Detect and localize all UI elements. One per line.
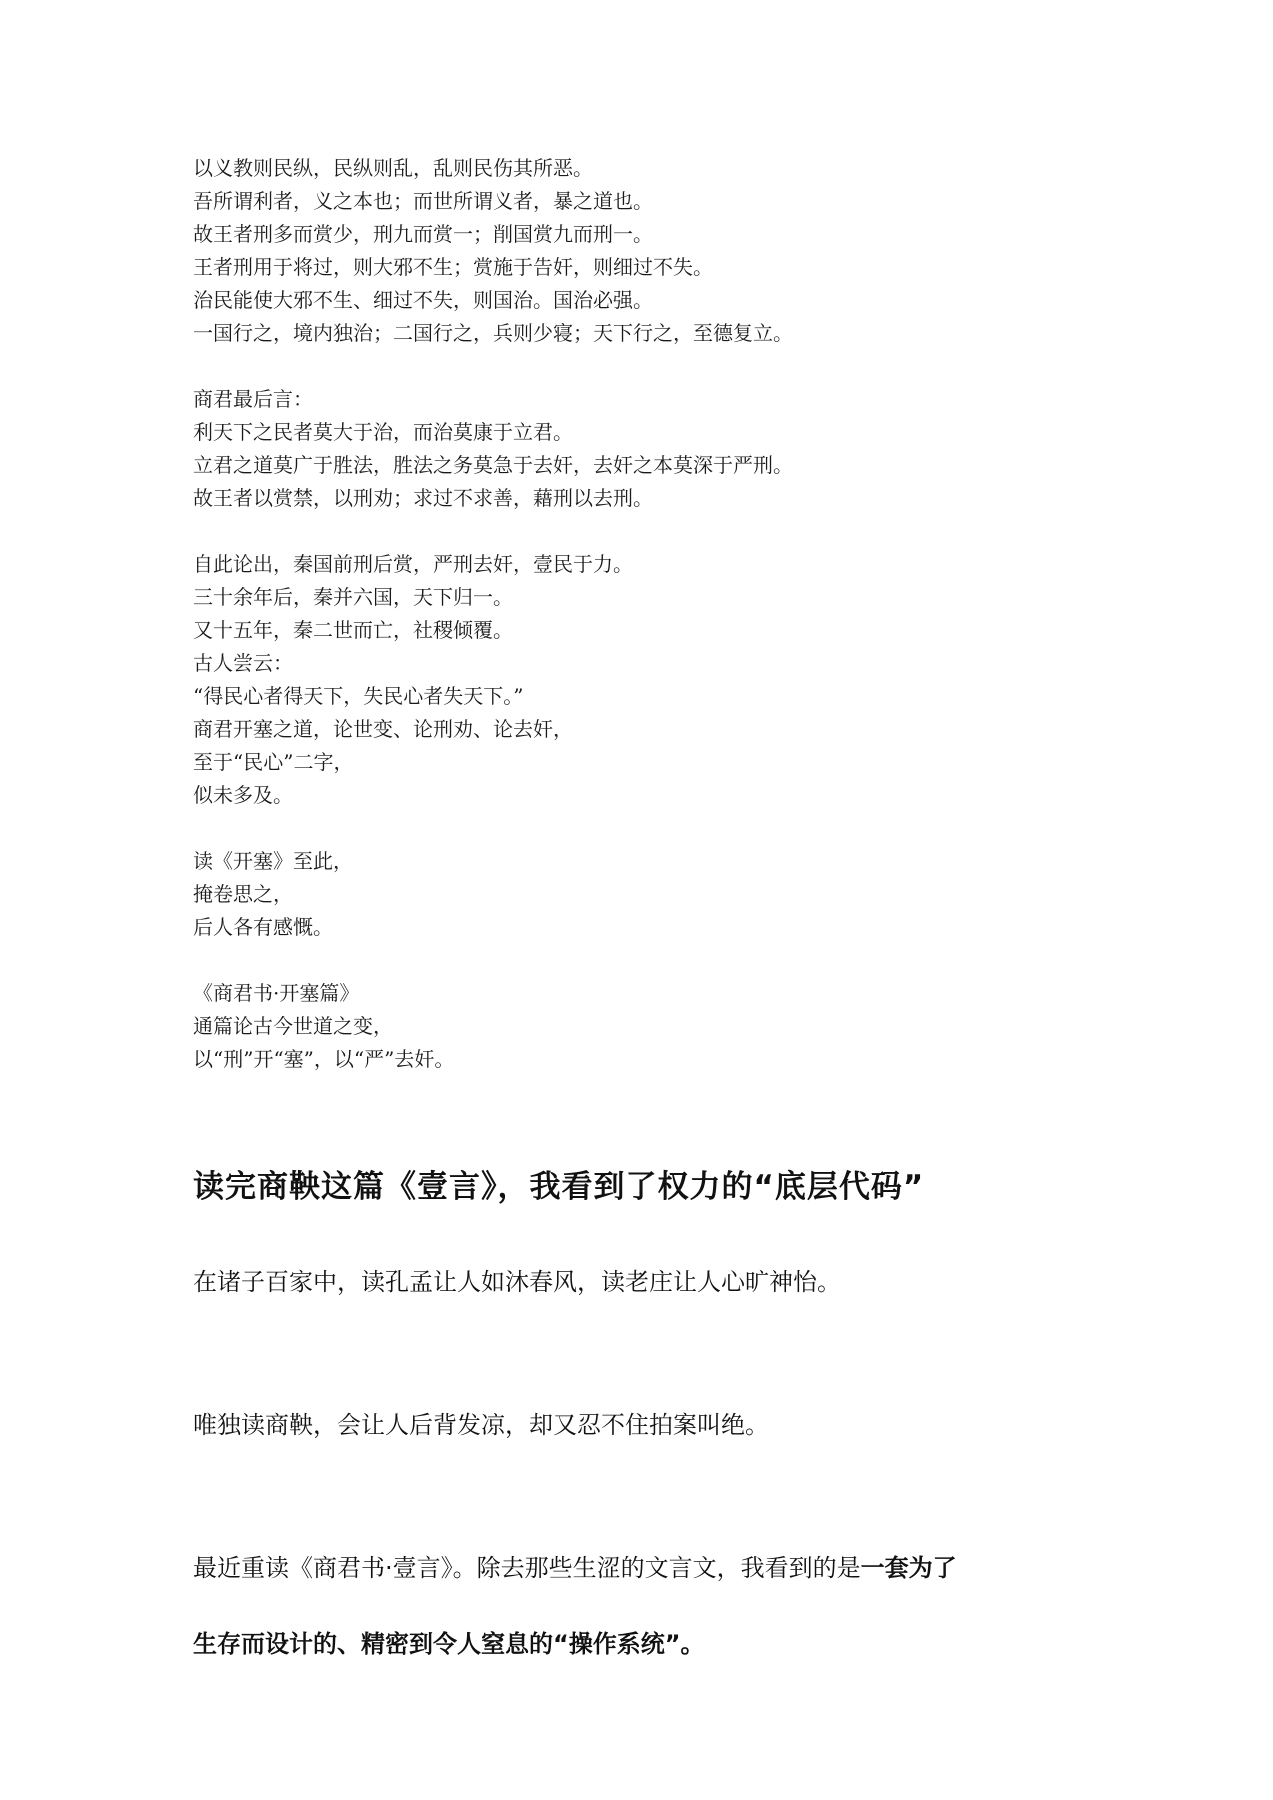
text-line: 王者刑用于将过，则大邪不生；赏施于告奸，则细过不失。: [193, 255, 713, 279]
emphasis-text: 一套为了: [860, 1554, 957, 1582]
text-line: 利天下之民者莫大于治，而治莫康于立君。: [193, 420, 573, 444]
classical-text-block: [193, 152, 1093, 1076]
text-line: 自此论出，秦国前刑后赏，严刑去奸，壹民于力。: [193, 552, 633, 576]
text-line: 治民能使大邪不生、细过不失，则国治。国治必强。: [193, 288, 653, 312]
text-line: 以“刑”开“塞”，以“严”去奸。: [193, 1047, 455, 1071]
emphasis-paragraph: 生存而设计的、精密到令人窒息的“操作系统”。: [193, 1630, 705, 1658]
stanza-reward-punishment: [193, 152, 1093, 350]
text-line: 以义教则民纵，民纵则乱，乱则民伤其所恶。: [193, 156, 593, 180]
paragraph: 在诸子百家中，读孔孟让人如沐春风，读老庄让人心旷神怡。: [193, 1268, 841, 1296]
text-line: 《商君书·开塞篇》: [193, 981, 360, 1005]
text-line: “得民心者得天下，失民心者失天下。”: [193, 684, 524, 708]
stanza-reflection: [193, 845, 1093, 944]
text-line: 商君开塞之道，论世变、论刑劝、论去奸，: [193, 717, 573, 741]
stanza-summary: [193, 977, 1093, 1076]
text-line: 立君之道莫广于胜法，胜法之务莫急于去奸，去奸之本莫深于严刑。: [193, 453, 793, 477]
text-line: 至于“民心”二字，: [193, 750, 354, 774]
text-line: 古人尝云：: [193, 651, 293, 675]
article-section: [193, 1165, 1093, 1662]
text-line: 读《开塞》至此，: [193, 849, 353, 873]
text-line: 一国行之，境内独治；二国行之，兵则少寝；天下行之，至德复立。: [193, 321, 793, 345]
text-line: 通篇论古今世道之变，: [193, 1014, 393, 1038]
text-line: 吾所谓利者，义之本也；而世所谓义者，暴之道也。: [193, 189, 653, 213]
text-line: 又十五年，秦二世而亡，社稷倾覆。: [193, 618, 513, 642]
text-line: 商君最后言：: [193, 387, 313, 411]
text-line: 故王者刑多而赏少，刑九而赏一；削国赏九而刑一。: [193, 222, 653, 246]
paragraph-text: 最近重读《商君书·壹言》。除去那些生涩的文言文，我看到的是: [193, 1554, 861, 1582]
text-line: 三十余年后，秦并六国，天下归一。: [193, 585, 513, 609]
stanza-final-words: [193, 383, 1093, 515]
paragraph: [193, 1550, 1093, 1586]
text-line: 故王者以赏禁，以刑劝；求过不求善，藉刑以去刑。: [193, 486, 653, 510]
stanza-history: [193, 548, 1093, 812]
text-line: 似未多及。: [193, 783, 293, 807]
article-heading: 读完商鞅这篇《壹言》，我看到了权力的“底层代码”: [193, 1169, 925, 1205]
paragraph: 唯独读商鞅，会让人后背发凉，却又忍不住拍案叫绝。: [193, 1411, 769, 1439]
text-line: 掩卷思之，: [193, 882, 293, 906]
text-line: 后人各有感慨。: [193, 915, 333, 939]
